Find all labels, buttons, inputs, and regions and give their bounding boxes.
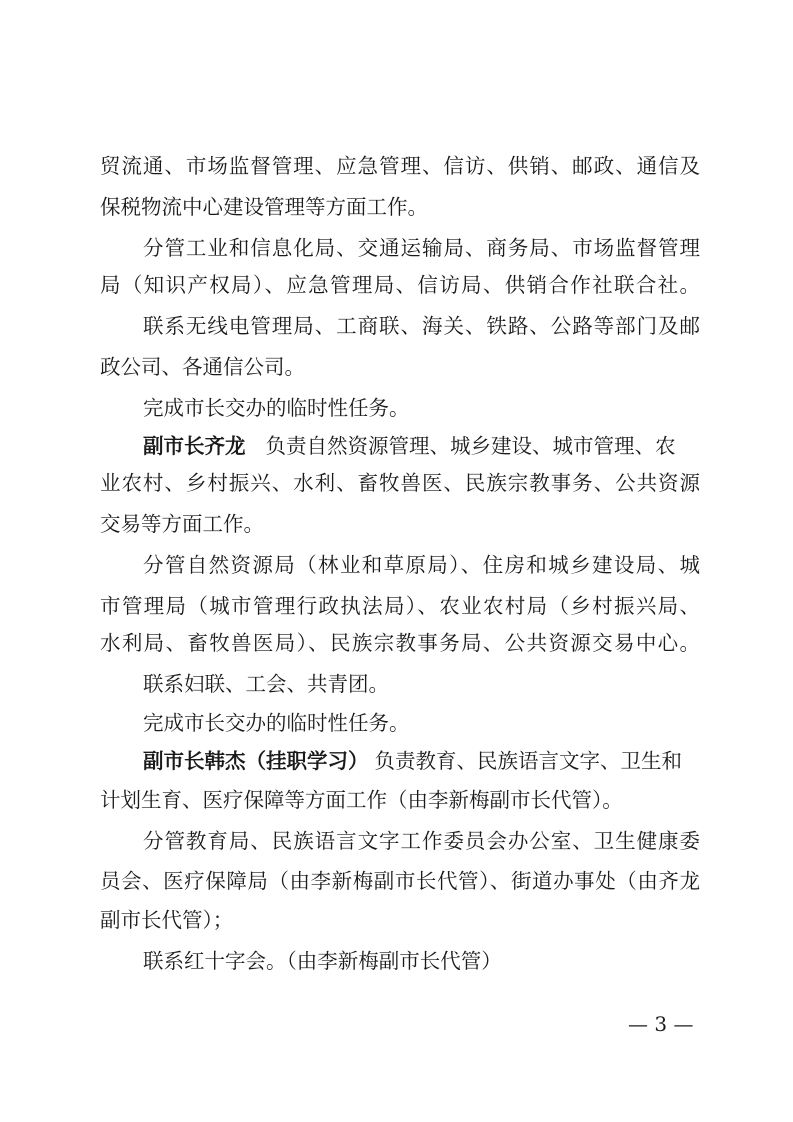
text-line: 贸流通、市场监督管理、应急管理、信访、供销、邮政、通信及 — [100, 154, 700, 178]
text-line: 分管自然资源局（林业和草原局）、住房和城乡建设局、城 — [143, 553, 700, 577]
text-line: 业农村、乡村振兴、水利、畜牧兽医、民族宗教事务、公共资源 — [100, 471, 700, 495]
text-line: 分管工业和信息化局、交通运输局、商务局、市场监督管理 — [143, 236, 700, 260]
paragraph-heading-qilong — [143, 430, 700, 462]
text-line: 局（知识产权局）、应急管理局、信访局、供销合作社联合社。 — [100, 273, 700, 297]
duty-text: 负责自然资源管理、城乡建设、城市管理、农 — [265, 434, 676, 458]
text-line: 联系红十字会。（由李新梅副市长代管） — [143, 949, 502, 973]
text-line: 完成市长交办的临时性任务。 — [143, 396, 410, 420]
text-line: 分管教育局、民族语言文字工作委员会办公室、卫生健康委 — [143, 829, 700, 853]
text-line: 交易等方面工作。 — [100, 512, 264, 536]
text-line: 副市长代管）； — [100, 908, 234, 932]
paragraph-heading-hanjie — [143, 745, 700, 777]
text-line: 联系无线电管理局、工商联、海关、铁路、公路等部门及邮 — [143, 314, 700, 338]
text-line: 水利局、畜牧兽医局）、民族宗教事务局、公共资源交易中心。 — [100, 631, 700, 655]
page-number: — 3 — — [628, 1012, 694, 1036]
text-line: 市管理局（城市管理行政执法局）、农业农村局（乡村振兴局、 — [100, 594, 700, 618]
duty-text: 负责教育、民族语言文字、卫生和 — [374, 749, 682, 773]
official-name: 副市长齐龙 — [143, 434, 246, 458]
text-line: 员会、医疗保障局（由李新梅副市长代管）、街道办事处（由齐龙 — [100, 869, 700, 893]
text-line: 联系妇联、工会、共青团。 — [143, 672, 389, 696]
text-line: 完成市长交办的临时性任务。 — [143, 711, 410, 735]
text-line: 保税物流中心建设管理等方面工作。 — [100, 195, 428, 219]
text-line: 计划生育、医疗保障等方面工作（由李新梅副市长代管）。 — [100, 788, 623, 812]
text-line: 政公司、各通信公司。 — [100, 355, 305, 379]
official-name: 副市长韩杰（挂职学习） — [143, 749, 369, 773]
